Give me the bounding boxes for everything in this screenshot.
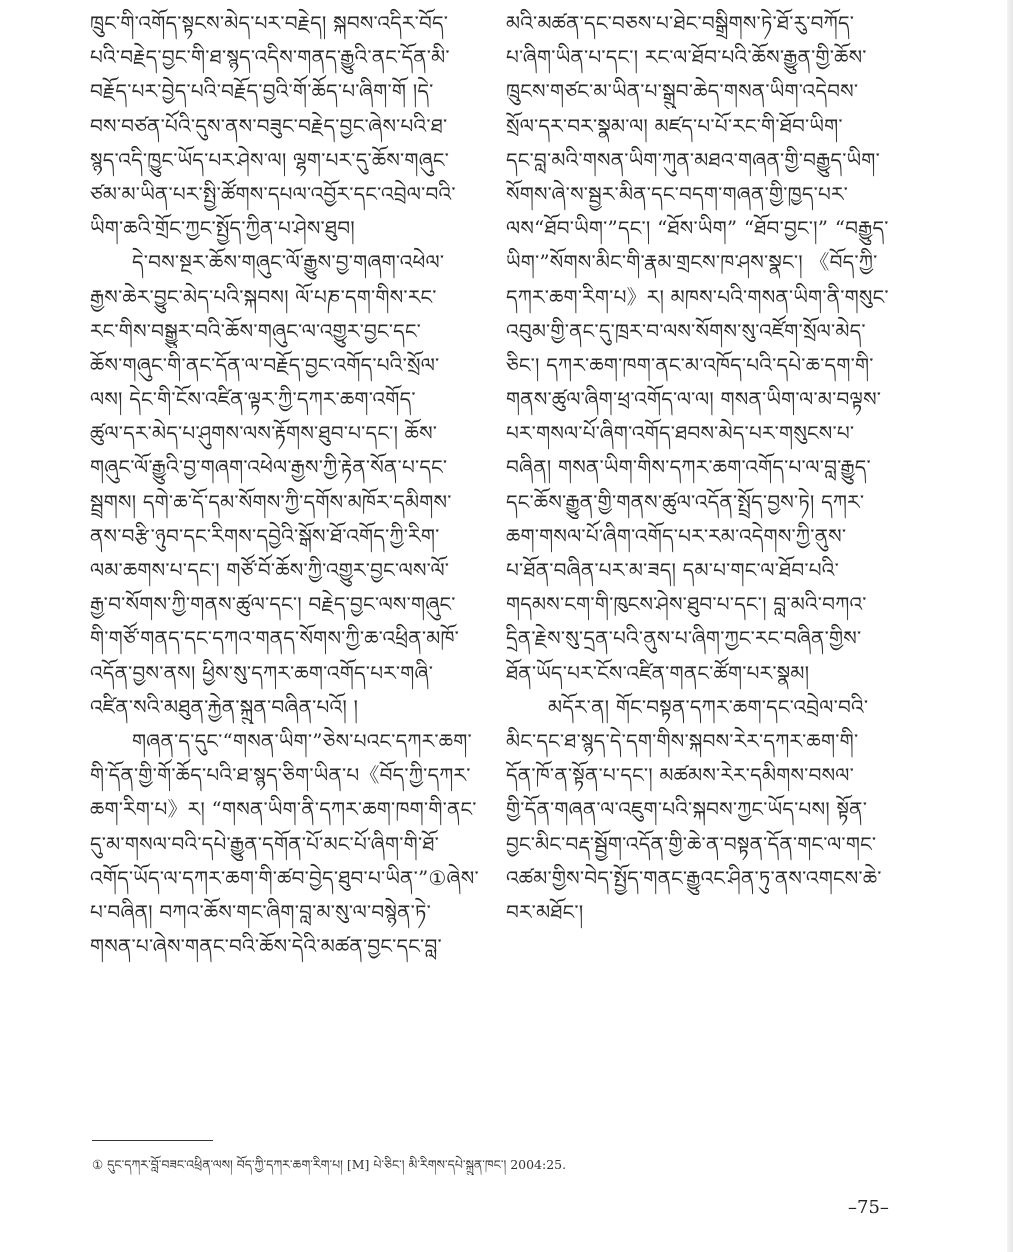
text-line: གི་དོན་གྱི་གོ་ཆོད་པའི་ཐ་སྙད་ཅིག་ཡིན་པ《བོད་ཀྱི་དཀར་ — [90, 763, 471, 788]
text-line: གསན་པ་ཞེས་གནང་བའི་ཆོས་དེའི་མཚན་བྱང་དང་བླ་ — [90, 934, 442, 959]
text-line: ལས། དེང་གི་ངོས་འཛིན་ལྟར་ཀྱི་དཀར་ཆག་འགོད་ — [90, 387, 416, 412]
footnote-divider — [92, 1140, 213, 1141]
text-line: ཁྲུང་གི་འགོད་སྟངས་མེད་པར་བརྗེད། སྐབས་འདིར་བོད་ — [90, 11, 449, 35]
text-line: བས་བཙན་པོའི་དུས་ནས་བཟུང་བརྗེད་བྱང་ཞེས་པའི་ཐ་ — [90, 113, 448, 138]
text-line: ལམ་ཆགས་པ་དང་། གཙོ་བོ་ཆོས་ཀྱི་འགྱུར་བྱང་ལས་ལོ་ — [90, 558, 450, 582]
text-line: དྲིན་རྗེས་སུ་དྲན་པའི་ནུས་པ་ཞིག་ཀྱང་རང་བཞིན་གྱིས་ — [506, 626, 862, 651]
text-line: སོགས་ཞེ་ས་སྦྱར་མིན་དང་བདག་གཞན་གྱི་ཁྱད་པར་ — [506, 181, 849, 206]
paragraph-start-line: མདོར་ན། གོང་བསྟན་དཀར་ཆག་དང་འབྲེལ་བའི་ — [548, 694, 869, 719]
text-line: དང་བླ་མའི་གསན་ཡིག་ཀུན་མཐའ་གཞན་གྱི་བརྒྱུད་ཡིག་ — [506, 147, 880, 172]
text-line: མིང་དང་ཐ་སྙད་དེ་དག་གིས་སྐབས་རེར་དཀར་ཆག་གི་ — [506, 728, 859, 753]
paragraph-start-line: དེ་བས་སྔར་ཆོས་གཞུང་ལོ་རྒྱུས་བྱ་གཞག་འཕེལ་ — [132, 250, 445, 275]
text-line: ལས“ཐོབ་ཡིག་”དང་། “ཐོས་ཡིག” “ཐོབ་བྱང་།” “བརྒྱུད་ — [506, 216, 889, 241]
footnote: ① དུང་དཀར་བློ་བཟང་འཕྲིན་ལས། བོད་ཀྱི་དཀར་ཆག་རིག་པ། [M] པེ་ཅིང་། མི་རིགས་དཔེ་སྐྲུན་ཁང་། 2004:25. — [92, 1157, 567, 1172]
text-line: ཅིང་། དཀར་ཆག་ཁག་ནང་མ་འཁོད་པའི་དཔེ་ཆ་དག་གི་ — [506, 352, 874, 377]
text-line: གདམས་ངག་གི་ཁུངས་ཤེས་ཐུབ་པ་དང་། བླ་མའི་བཀའ་ — [506, 592, 867, 617]
text-line: ཚུལ་དར་མེད་པ་ཤུགས་ལས་རྟོགས་ཐུབ་པ་དང་། ཆོས་ — [90, 421, 438, 446]
text-line: གཞུང་ལོ་རྒྱུའི་བྱ་གཞག་འཕེལ་རྒྱས་ཀྱི་རྟེན་སོན་པ་དང་ — [90, 455, 448, 480]
left-column — [90, 6, 483, 963]
text-line: རྒྱས་ཆེར་བྱུང་མེད་པའི་སྐབས། ལོ་པཎ་དག་གིས་རང་ — [90, 284, 437, 309]
text-line: ཆག་རིག་པ》ར། “གསན་ཡིག་ནི་དཀར་ཆག་ཁག་གི་ནང་ — [90, 797, 477, 822]
text-line: བྱང་མིང་བརྡ་སྦྱོག་འདོན་གྱི་ཆེ་ན་བསྟན་དོན་གང་ལ་གང་ — [506, 831, 877, 856]
text-line: མའི་མཚན་དང་བཅས་པ་ཐེང་བསྒྲིགས་ཏེ་ཐོ་རུ་བཀོད་ — [506, 11, 855, 35]
page-number: –75– — [848, 1197, 889, 1218]
paragraph-start-line: གཞན་ད་དུང་“གསན་ཡིག་”ཅེས་པའང་དཀར་ཆག་ — [132, 728, 472, 753]
text-line: དོན་ཁོ་ན་སྟོན་པ་དང་། མཚམས་རེར་དམིགས་བསལ་ — [506, 763, 855, 788]
text-line: འཚམ་གྱིས་བེད་སྤྱོད་གནང་རྒྱུའང་ཤིན་ཏུ་ནས་འགངས་ཆེ་ — [506, 865, 882, 890]
text-line: འབུམ་གྱི་ནང་དུ་ཁྲར་བ་ལས་སོགས་སུ་འཛོག་སྲོལ་མེད་ — [506, 318, 866, 343]
text-line: ཐོན་ཡོད་པར་ངོས་འཛིན་གནང་ཚོག་པར་སྣམ། — [506, 660, 810, 685]
text-line: པར་གསལ་པོ་ཞིག་འགོད་ཐབས་མེད་པར་གསུངས་པ་ — [506, 421, 855, 446]
text-line: པ་ཐོན་བཞིན་པར་མ་ཟད། དམ་པ་གང་ལ་ཐོབ་པའི་ — [506, 558, 839, 582]
text-line: གི་གཙོ་གནད་དང་དཀའ་གནད་སོགས་ཀྱི་ཆ་འཕྲིན་མཁོ་ — [90, 626, 460, 651]
text-line: དང་ཆོས་རྒྱུན་གྱི་གནས་ཚུལ་འདོན་སྤྲོད་བྱས་ཏེ། དཀར་ — [506, 489, 865, 514]
text-line: སྲོལ་དར་བར་སྣམ་ལ། མཛད་པ་པོ་རང་གི་ཐོབ་ཡིག་ — [506, 113, 843, 138]
text-line: དཀར་ཆག་རིག་པ》ར། མཁས་པའི་གསན་ཡིག་ནི་གསུང་ — [506, 284, 889, 309]
text-line: བརྗོད་པར་བྱེད་པའི་བརྗོད་བྱའི་གོ་ཆོད་པ་ཞིག་གོ །དེ་ — [90, 79, 434, 104]
text-line: སྦྲགས། དགེ་ཆ་དོ་དམ་སོགས་ཀྱི་དགོས་མཁོར་དམིགས་ — [90, 489, 452, 514]
right-column — [506, 6, 898, 929]
text-line: འཛིན་སའི་མཐུན་རྐྱེན་སྐྲུན་བཞིན་པའོ། ། — [90, 694, 359, 719]
text-line: པའི་བརྗེད་བྱང་གི་ཐ་སྙད་འདིས་གནད་རྒྱུའི་ནང་དོན་མི་ — [90, 45, 450, 70]
text-line: པ་ཞིག་ཡིན་པ་དང་། རང་ལ་ཐོབ་པའི་ཆོས་རྒྱུན་གྱི་ཆོས་ — [506, 45, 867, 70]
text-line: ཡིག་ཆའི་གྲོང་ཀྱང་སྤྱོད་ཀྱིན་པ་ཤེས་ཐུབ། — [90, 216, 355, 241]
text-line: གྱི་དོན་གཞན་ལ་འཇུག་པའི་སྐབས་ཀྱང་ཡོད་པས། སྟོན་ — [506, 797, 868, 822]
text-line: རྒྱ་བ་སོགས་ཀྱི་གནས་ཚུལ་དང་། བརྗེད་བྱང་ལས་གཞུང་ — [90, 592, 456, 617]
page-edge — [1007, 0, 1013, 1252]
text-line: བཞིན། གསན་ཡིག་གིས་དཀར་ཆག་འགོད་པ་ལ་བླ་རྒྱུད་ — [506, 455, 871, 480]
text-line: བར་མཐོང་། — [506, 899, 584, 924]
text-line: ཆག་གསལ་པོ་ཞིག་འགོད་པར་རམ་འདེགས་ཀྱི་ནུས་ — [506, 523, 847, 548]
text-line: ཡིག་”སོགས་མིང་གི་རྣམ་གྲངས་ཁ་ཤས་སྣང་། 《བོད་ཀྱི་ — [506, 250, 878, 275]
text-line: དུ་མ་གསལ་བའི་དཔེ་རྒྱུན་དགོན་པོ་མང་པོ་ཞིག་གི་ཐོ་ — [90, 831, 440, 856]
text-line: ཁྲུངས་གཙང་མ་ཡིན་པ་སྒྲུབ་ཆེད་གསན་ཡིག་འདེབས་ — [506, 79, 859, 104]
text-line: པ་བཞིན། བཀའ་ཆོས་གང་ཞིག་བླ་མ་སུ་ལ་བསྙེན་ཏེ་ — [90, 899, 432, 924]
text-line: འགོད་ཡོད་ལ་དཀར་ཆག་གི་ཚབ་བྱེད་ཐུབ་པ་ཡིན་”①ཞེས་ — [90, 865, 479, 890]
text-line: ཙམ་མ་ཡིན་པར་སྤྱི་ཚོགས་དཔལ་འབྱོར་དང་འབྲེལ་བའི་ — [90, 181, 456, 206]
text-line: གནས་ཚུལ་ཞིག་ཕྲ་འགོད་ལ་ལ། གསན་ཡིག་ལ་མ་བལྟས་ — [506, 387, 882, 412]
text-line: འདོན་བྱས་ནས། ཕྱིས་སུ་དཀར་ཆག་འགོད་པར་གཞི་ — [90, 660, 434, 685]
text-line: ཆོས་གཞུང་གི་ནང་དོན་ལ་བརྗོད་བྱང་འགོད་པའི་སྲོལ་ — [90, 352, 440, 377]
text-line: སྙད་འདི་ཁྱུང་ཡོད་པར་ཤེས་ལ། ལྷག་པར་དུ་ཆོས་གཞུང་ — [90, 147, 450, 172]
text-line: རང་གིས་བསྒྱུར་བའི་ཆོས་གཞུང་ལ་འགྱུར་བྱང་དང་ — [90, 318, 422, 343]
text-line: ནས་བརྩི་ཉུབ་དང་རིགས་དབྱེའི་སྒོས་ཐོ་འགོད་ཀྱི་རིག་ — [90, 523, 440, 548]
